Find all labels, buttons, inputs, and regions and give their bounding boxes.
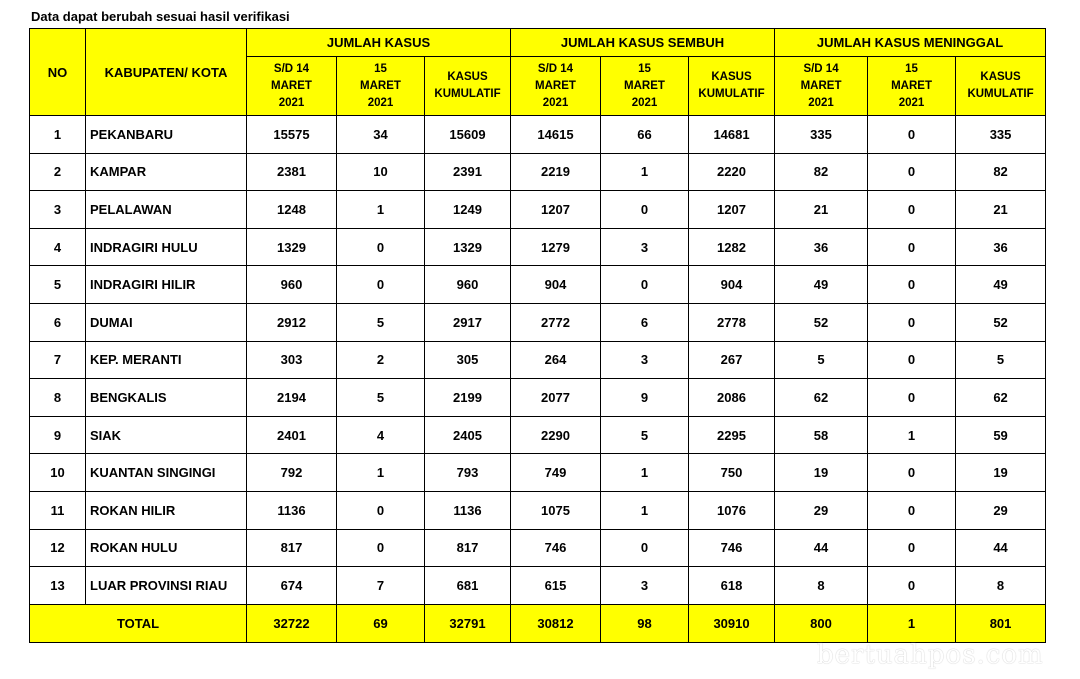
cell-cases-d15: 34 [337, 116, 425, 154]
total-deaths-sd14: 800 [775, 604, 868, 642]
cell-deaths-cum: 62 [956, 379, 1046, 417]
cell-deaths-cum: 36 [956, 228, 1046, 266]
cell-deaths-d15: 0 [868, 454, 956, 492]
cell-cases-d15: 0 [337, 491, 425, 529]
region-name: DUMAI [86, 303, 247, 341]
covid-cases-table [29, 28, 1046, 643]
row-number: 4 [30, 228, 86, 266]
cell-recovered-cum: 267 [689, 341, 775, 379]
cell-deaths-cum: 82 [956, 153, 1046, 191]
subheader-line: KUMULATIF [967, 88, 1034, 100]
cell-cases-sd14: 817 [247, 529, 337, 567]
header-region: KABUPATEN/ KOTA [86, 29, 247, 116]
header-total-cases: JUMLAH KASUS [247, 29, 511, 57]
cell-deaths-sd14: 52 [775, 303, 868, 341]
cell-cases-d15: 0 [337, 529, 425, 567]
cell-recovered-d15: 3 [601, 567, 689, 605]
cell-deaths-d15: 1 [868, 416, 956, 454]
header-recovered-cases: JUMLAH KASUS SEMBUH [511, 29, 775, 57]
cell-recovered-sd14: 14615 [511, 116, 601, 154]
cell-recovered-d15: 0 [601, 191, 689, 229]
cell-cases-d15: 5 [337, 303, 425, 341]
cell-cases-cum: 817 [425, 529, 511, 567]
cell-deaths-d15: 0 [868, 266, 956, 304]
region-name: SIAK [86, 416, 247, 454]
cell-deaths-d15: 0 [868, 341, 956, 379]
cell-deaths-d15: 0 [868, 567, 956, 605]
subheader-cases-d15 [337, 57, 425, 116]
cell-recovered-sd14: 749 [511, 454, 601, 492]
cell-cases-cum: 793 [425, 454, 511, 492]
cell-cases-cum: 2917 [425, 303, 511, 341]
subheader-line: 2021 [542, 96, 569, 109]
total-recovered-cum: 30910 [689, 604, 775, 642]
cell-deaths-cum: 49 [956, 266, 1046, 304]
cell-deaths-cum: 21 [956, 191, 1046, 229]
header-no: NO [30, 29, 86, 116]
cell-cases-cum: 15609 [425, 116, 511, 154]
cell-cases-cum: 2199 [425, 379, 511, 417]
subheader-line: KASUS [980, 71, 1021, 83]
cell-deaths-sd14: 21 [775, 191, 868, 229]
cell-cases-d15: 0 [337, 228, 425, 266]
table-row [30, 116, 1046, 154]
region-name: ROKAN HULU [86, 529, 247, 567]
row-number: 8 [30, 379, 86, 417]
cell-recovered-cum: 2220 [689, 153, 775, 191]
cell-deaths-cum: 29 [956, 491, 1046, 529]
subheader-line: MARET [800, 79, 842, 92]
table-row [30, 491, 1046, 529]
cell-cases-sd14: 2401 [247, 416, 337, 454]
cell-recovered-cum: 2295 [689, 416, 775, 454]
cell-deaths-d15: 0 [868, 116, 956, 154]
subheader-line: 2021 [808, 96, 834, 109]
cell-cases-sd14: 960 [247, 266, 337, 304]
cell-deaths-d15: 0 [868, 153, 956, 191]
cell-cases-cum: 681 [425, 567, 511, 605]
cell-recovered-sd14: 2219 [511, 153, 601, 191]
subheader-line: KUMULATIF [434, 88, 501, 100]
cell-recovered-d15: 5 [601, 416, 689, 454]
row-number: 6 [30, 303, 86, 341]
cell-deaths-cum: 19 [956, 454, 1046, 492]
row-number: 5 [30, 266, 86, 304]
cell-recovered-sd14: 2290 [511, 416, 601, 454]
table-row [30, 228, 1046, 266]
cell-recovered-cum: 618 [689, 567, 775, 605]
cell-cases-sd14: 2194 [247, 379, 337, 417]
row-number: 9 [30, 416, 86, 454]
cell-recovered-d15: 3 [601, 228, 689, 266]
subheader-line: 2021 [367, 96, 394, 109]
cell-recovered-cum: 2778 [689, 303, 775, 341]
cell-recovered-cum: 1207 [689, 191, 775, 229]
cell-deaths-sd14: 44 [775, 529, 868, 567]
cell-cases-sd14: 15575 [247, 116, 337, 154]
subheader-deaths-sd14 [775, 57, 868, 116]
cell-deaths-sd14: 335 [775, 116, 868, 154]
cell-recovered-cum: 1282 [689, 228, 775, 266]
cell-recovered-d15: 1 [601, 491, 689, 529]
cell-recovered-sd14: 904 [511, 266, 601, 304]
table-row [30, 529, 1046, 567]
cell-deaths-sd14: 62 [775, 379, 868, 417]
table-row [30, 379, 1046, 417]
row-number: 10 [30, 454, 86, 492]
table-row [30, 416, 1046, 454]
region-name: PELALAWAN [86, 191, 247, 229]
row-number: 3 [30, 191, 86, 229]
subheader-line: MARET [624, 79, 665, 92]
cell-cases-sd14: 303 [247, 341, 337, 379]
region-name: PEKANBARU [86, 116, 247, 154]
cell-deaths-sd14: 82 [775, 153, 868, 191]
cell-recovered-sd14: 2077 [511, 379, 601, 417]
subheader-line: S/D 14 [803, 62, 839, 75]
cell-cases-d15: 5 [337, 379, 425, 417]
subheader-line: MARET [891, 79, 932, 92]
cell-recovered-d15: 9 [601, 379, 689, 417]
cell-recovered-sd14: 746 [511, 529, 601, 567]
total-deaths-d15: 1 [868, 604, 956, 642]
cell-recovered-d15: 66 [601, 116, 689, 154]
table-row [30, 567, 1046, 605]
verification-note: Data dapat berubah sesuai hasil verifikasi [31, 9, 290, 24]
cell-deaths-cum: 335 [956, 116, 1046, 154]
subheader-line: S/D 14 [273, 62, 310, 75]
cell-recovered-sd14: 1207 [511, 191, 601, 229]
cell-cases-cum: 1329 [425, 228, 511, 266]
subheader-deaths-d15 [868, 57, 956, 116]
cell-deaths-d15: 0 [868, 491, 956, 529]
cell-cases-d15: 0 [337, 266, 425, 304]
subheader-deaths-kum [956, 57, 1046, 116]
cell-recovered-d15: 1 [601, 153, 689, 191]
cell-recovered-d15: 0 [601, 266, 689, 304]
cell-deaths-sd14: 8 [775, 567, 868, 605]
cell-cases-sd14: 2381 [247, 153, 337, 191]
cell-cases-sd14: 2912 [247, 303, 337, 341]
subheader-line: KASUS [711, 71, 752, 83]
cell-recovered-d15: 3 [601, 341, 689, 379]
table-row [30, 153, 1046, 191]
watermark: bertuahpos.com [817, 640, 1044, 670]
header-death-cases: JUMLAH KASUS MENINGGAL [775, 29, 1046, 57]
total-cases-cum: 32791 [425, 604, 511, 642]
region-name: BENGKALIS [86, 379, 247, 417]
table-row [30, 303, 1046, 341]
cell-deaths-sd14: 19 [775, 454, 868, 492]
subheader-line: 15 [374, 62, 387, 75]
cell-deaths-d15: 0 [868, 228, 956, 266]
cell-recovered-cum: 14681 [689, 116, 775, 154]
cell-recovered-cum: 746 [689, 529, 775, 567]
subheader-line: KUMULATIF [698, 88, 765, 100]
total-deaths-cum: 801 [956, 604, 1046, 642]
cell-deaths-sd14: 29 [775, 491, 868, 529]
subheader-line: 2021 [631, 96, 658, 109]
cell-deaths-cum: 8 [956, 567, 1046, 605]
cell-cases-sd14: 1329 [247, 228, 337, 266]
table-row [30, 266, 1046, 304]
cell-cases-d15: 1 [337, 454, 425, 492]
region-name: ROKAN HILIR [86, 491, 247, 529]
total-cases-d15: 69 [337, 604, 425, 642]
cell-recovered-d15: 0 [601, 529, 689, 567]
row-number: 7 [30, 341, 86, 379]
cell-deaths-d15: 0 [868, 529, 956, 567]
region-name: KEP. MERANTI [86, 341, 247, 379]
total-recovered-sd14: 30812 [511, 604, 601, 642]
cell-cases-sd14: 1136 [247, 491, 337, 529]
cell-cases-cum: 2405 [425, 416, 511, 454]
subheader-line: MARET [271, 79, 312, 92]
cell-deaths-sd14: 49 [775, 266, 868, 304]
cell-recovered-d15: 6 [601, 303, 689, 341]
cell-cases-cum: 960 [425, 266, 511, 304]
row-number: 2 [30, 153, 86, 191]
cell-deaths-cum: 5 [956, 341, 1046, 379]
cell-cases-sd14: 1248 [247, 191, 337, 229]
region-name: INDRAGIRI HULU [86, 228, 247, 266]
table-row [30, 191, 1046, 229]
cell-deaths-sd14: 58 [775, 416, 868, 454]
cell-recovered-d15: 1 [601, 454, 689, 492]
cell-deaths-cum: 44 [956, 529, 1046, 567]
cell-recovered-sd14: 615 [511, 567, 601, 605]
subheader-cases-kum [425, 57, 511, 116]
row-number: 11 [30, 491, 86, 529]
subheader-line: 2021 [278, 96, 305, 109]
cell-recovered-cum: 750 [689, 454, 775, 492]
total-label: TOTAL [30, 604, 247, 642]
subheader-line: MARET [535, 79, 576, 92]
region-name: KAMPAR [86, 153, 247, 191]
region-name: LUAR PROVINSI RIAU [86, 567, 247, 605]
subheader-line: 15 [638, 62, 651, 75]
cell-deaths-sd14: 36 [775, 228, 868, 266]
cell-recovered-cum: 904 [689, 266, 775, 304]
subheader-line: MARET [360, 79, 401, 92]
cell-cases-d15: 2 [337, 341, 425, 379]
cell-cases-cum: 2391 [425, 153, 511, 191]
subheader-recovered-sd14 [511, 57, 601, 116]
cell-deaths-d15: 0 [868, 191, 956, 229]
cell-deaths-cum: 52 [956, 303, 1046, 341]
subheader-line: 15 [905, 62, 918, 75]
subheader-line: 2021 [898, 96, 925, 109]
cell-recovered-sd14: 2772 [511, 303, 601, 341]
cell-recovered-sd14: 264 [511, 341, 601, 379]
cell-cases-sd14: 674 [247, 567, 337, 605]
cell-deaths-cum: 59 [956, 416, 1046, 454]
table-row [30, 454, 1046, 492]
cell-cases-cum: 1249 [425, 191, 511, 229]
total-row [30, 604, 1046, 642]
cell-recovered-sd14: 1279 [511, 228, 601, 266]
subheader-recovered-kum [689, 57, 775, 116]
subheader-line: KASUS [447, 71, 488, 83]
row-number: 1 [30, 116, 86, 154]
row-number: 13 [30, 567, 86, 605]
subheader-cases-sd14 [247, 57, 337, 116]
cell-cases-sd14: 792 [247, 454, 337, 492]
total-recovered-d15: 98 [601, 604, 689, 642]
region-name: KUANTAN SINGINGI [86, 454, 247, 492]
cell-cases-d15: 7 [337, 567, 425, 605]
cell-cases-d15: 10 [337, 153, 425, 191]
subheader-line: S/D 14 [537, 62, 574, 75]
cell-recovered-cum: 2086 [689, 379, 775, 417]
cell-deaths-d15: 0 [868, 379, 956, 417]
cell-cases-cum: 305 [425, 341, 511, 379]
row-number: 12 [30, 529, 86, 567]
subheader-recovered-d15 [601, 57, 689, 116]
cell-deaths-d15: 0 [868, 303, 956, 341]
region-name: INDRAGIRI HILIR [86, 266, 247, 304]
cell-recovered-cum: 1076 [689, 491, 775, 529]
cell-recovered-sd14: 1075 [511, 491, 601, 529]
cell-deaths-sd14: 5 [775, 341, 868, 379]
total-cases-sd14: 32722 [247, 604, 337, 642]
cell-cases-d15: 4 [337, 416, 425, 454]
cell-cases-d15: 1 [337, 191, 425, 229]
table-row [30, 341, 1046, 379]
cell-cases-cum: 1136 [425, 491, 511, 529]
